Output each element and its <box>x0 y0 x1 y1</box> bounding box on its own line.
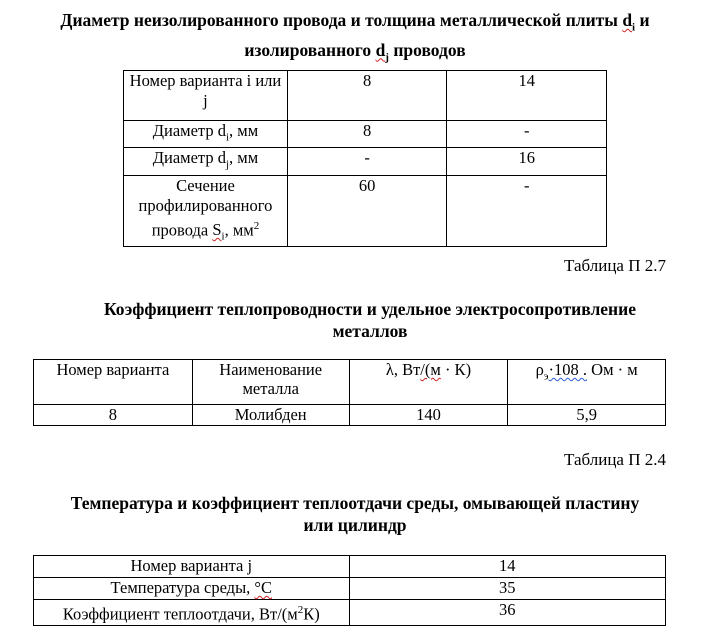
table-caption: Таблица П 2.4 <box>564 450 666 469</box>
table-cell: 8 <box>34 405 193 426</box>
conductivity-table <box>33 359 666 426</box>
table-cell: Коэффициент теплоотдачи, $Вт/(м^2К)$ <box>34 600 350 626</box>
table-row <box>124 148 607 175</box>
table-row <box>34 600 666 626</box>
table-cell: 16 <box>447 148 607 175</box>
table-cell: 5,9 <box>508 405 666 426</box>
table-row <box>34 405 666 426</box>
table-cell: - <box>287 148 447 175</box>
table-row <box>34 556 666 578</box>
table-cell: Наименование металла <box>192 360 349 405</box>
table-cell: 8 <box>287 121 447 148</box>
title-dj: $d_j$ <box>375 39 389 63</box>
table-row <box>124 121 607 148</box>
section2-title: Коэффициент теплопроводности и удельное электросопротивление металлов <box>103 299 636 341</box>
table-row <box>124 175 607 247</box>
table-cell: 140 <box>349 405 508 426</box>
table-caption: Таблица П 2.7 <box>564 256 666 275</box>
table-cell: Диаметр $d_i$, мм <box>124 121 288 148</box>
table-cell: Молибден <box>192 405 349 426</box>
title-di: $d_i$ <box>622 10 636 34</box>
table-cell: 14 <box>349 556 665 578</box>
table-row <box>34 578 666 600</box>
table-cell: $\rho_э\cdot 108$ . Ом · м <box>508 360 666 405</box>
table-cell: Температура среды, °С <box>34 578 350 600</box>
variant-diameter-table <box>123 70 607 247</box>
table-cell: 60 <box>287 175 447 247</box>
medium-temperature-table <box>33 555 666 626</box>
table-cell: Номер варианта <box>34 360 193 405</box>
section3-title: Температура и коэффициент теплоотдачи среды, омывающей пластину или цилиндр <box>70 493 640 535</box>
table-cell: Номер варианта i или j <box>124 71 288 121</box>
table-cell: 8 <box>287 71 447 121</box>
table-cell: 35 <box>349 578 665 600</box>
table-cell: - <box>447 175 607 247</box>
table-cell: λ, Вт/(м · К) <box>349 360 508 405</box>
table-cell: Номер варианта j <box>34 556 350 578</box>
table-cell: Диаметр $d_j$, мм <box>124 148 288 175</box>
table-cell: Сечение профилированного провода $S_i$, $мм^2$ <box>124 175 288 247</box>
table-row <box>124 71 607 121</box>
table-cell: 14 <box>447 71 607 121</box>
table-row <box>34 360 666 405</box>
section1-title-line1: Диаметр неизолированного провода и толщина металлической плиты $d_i$ и <box>60 10 650 34</box>
section1-title <box>10 9 700 68</box>
section1-title-line2: изолированного $d_j$ проводов <box>244 39 466 63</box>
table-cell: - <box>447 121 607 148</box>
table-cell: 36 <box>349 600 665 626</box>
